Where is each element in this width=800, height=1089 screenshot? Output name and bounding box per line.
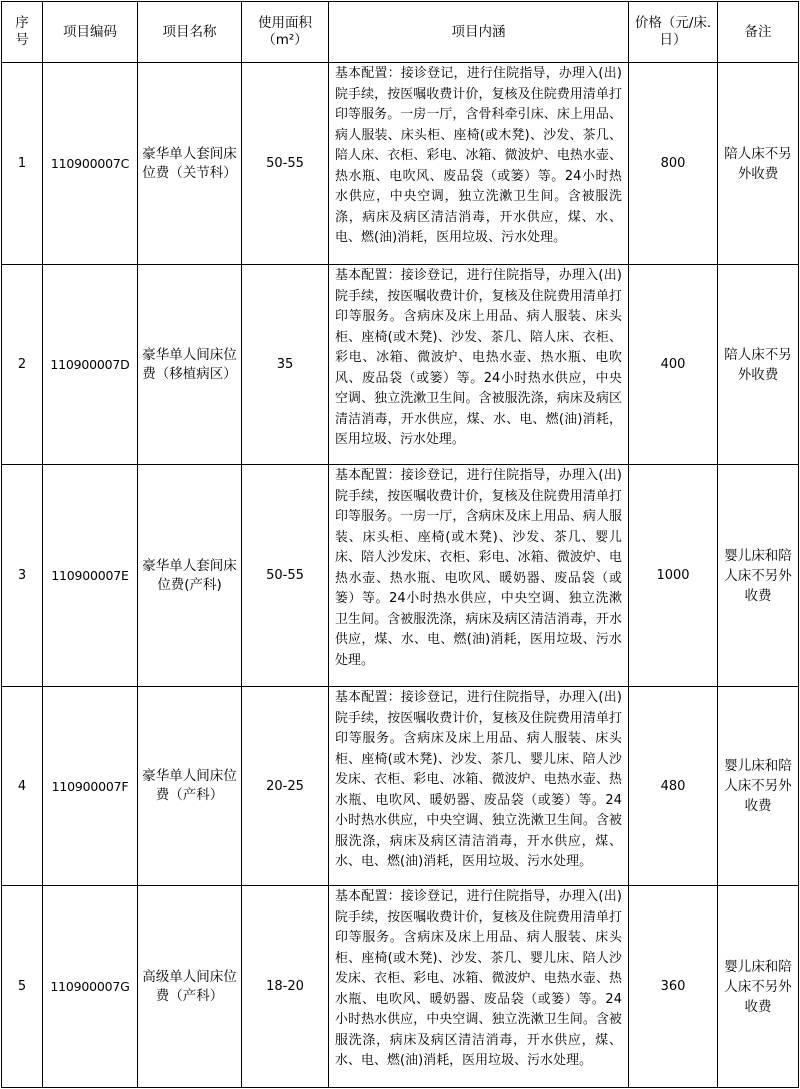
- header-seq: 序号: [2, 2, 43, 63]
- row-name: 豪华单人套间床位费(产科): [138, 465, 242, 687]
- row-code: 110900007E: [43, 465, 138, 687]
- row-content: 基本配置：接诊登记，进行住院指导，办理入(出)院手续，按医嘱收费计价，复核及住院费用清单打印等服务。一房一厅，含病床及床上用品、病人服装、床头柜、座椅(或木凳)、沙发、茶几、婴儿床、陪人沙发床、衣柜、彩电、冰箱、微波炉、电热水壶、热水瓶、电吹风、暖奶器、废品袋（或篓）等。24小时热水供应，中央空调、独立洗漱卫生间。含被服洗涤，病床及病区清洁消毒，开水供应，煤、水、电、燃(油)消耗，医用垃圾、污水处理。: [329, 465, 629, 687]
- bed-fee-table: [1, 1, 799, 1088]
- header-row: [2, 2, 799, 63]
- row-note: 陪人床不另外收费: [718, 265, 799, 465]
- row-seq: 4: [2, 687, 43, 886]
- header-note: 备注: [718, 2, 799, 63]
- row-name: 豪华单人间床位费（移植病区）: [138, 265, 242, 465]
- row-area: 50-55: [242, 63, 329, 265]
- row-content: 基本配置：接诊登记，进行住院指导，办理入(出)院手续，按医嘱收费计价，复核及住院费用清单打印等服务。含病床及床上用品、病人服装、床头柜、座椅(或木凳)、沙发、茶几、婴儿床、陪人沙发床、衣柜、彩电、冰箱、微波炉、电热水壶、热水瓶、电吹风、暖奶器、废品袋（或篓）等。24小时热水供应，中央空调、独立洗漱卫生间。含被服洗涤，病床及病区清洁消毒，开水供应，煤、水、电、燃(油)消耗，医用垃圾、污水处理。: [329, 886, 629, 1088]
- row-area: 20-25: [242, 687, 329, 886]
- table-row: [2, 687, 799, 886]
- row-code: 110900007C: [43, 63, 138, 265]
- row-price: 480: [629, 687, 718, 886]
- row-seq: 1: [2, 63, 43, 265]
- table-row: [2, 465, 799, 687]
- table-row: [2, 63, 799, 265]
- row-name: 豪华单人间床位费（产科）: [138, 687, 242, 886]
- row-content: 基本配置：接诊登记，进行住院指导，办理入(出)院手续，按医嘱收费计价，复核及住院费用清单打印等服务。一房一厅，含骨科牵引床、床上用品、病人服装、床头柜、座椅(或木凳)、沙发、茶几、陪人床、衣柜、彩电、冰箱、微波炉、电热水壶、热水瓶、电吹风、废品袋（或篓）等。24小时热水供应，中央空调，独立洗漱卫生间。含被服洗涤，病床及病区清洁消毒，开水供应，煤、水、电、燃(油)消耗，医用垃圾、污水处理。: [329, 63, 629, 265]
- row-price: 1000: [629, 465, 718, 687]
- row-content: 基本配置：接诊登记，进行住院指导，办理入(出)院手续，按医嘱收费计价，复核及住院费用清单打印等服务。含病床及床上用品、病人服装、床头柜、座椅(或木凳)、沙发、茶几、陪人床、衣柜、彩电、冰箱、微波炉、电热水壶、热水瓶、电吹风、废品袋（或篓）等。24小时热水供应，中央空调、独立洗漱卫生间。含被服洗涤，病床及病区清洁消毒，开水供应，煤、水、电、燃(油)消耗，医用垃圾、污水处理。: [329, 265, 629, 465]
- row-seq: 5: [2, 886, 43, 1088]
- row-area: 18-20: [242, 886, 329, 1088]
- header-area: 使用面积（m²）: [242, 2, 329, 63]
- row-price: 800: [629, 63, 718, 265]
- row-code: 110900007G: [43, 886, 138, 1088]
- header-price: 价格（元/床.日）: [629, 2, 718, 63]
- header-content: 项目内涵: [329, 2, 629, 63]
- row-seq: 2: [2, 265, 43, 465]
- row-note: 陪人床不另外收费: [718, 63, 799, 265]
- row-content: 基本配置：接诊登记，进行住院指导，办理入(出)院手续，按医嘱收费计价，复核及住院费用清单打印等服务。含病床及床上用品、病人服装、床头柜、座椅(或木凳)、沙发、茶几、婴儿床、陪人沙发床、衣柜、彩电、冰箱、微波炉、电热水壶、热水瓶、电吹风、暖奶器、废品袋（或篓）等。24小时热水供应，中央空调、独立洗漱卫生间。含被服洗涤，病床及病区清洁消毒，开水供应，煤、水、电、燃(油)消耗，医用垃圾、污水处理。: [329, 687, 629, 886]
- header-code: 项目编码: [43, 2, 138, 63]
- row-area: 50-55: [242, 465, 329, 687]
- row-note: 婴儿床和陪人床不另外收费: [718, 886, 799, 1088]
- header-name: 项目名称: [138, 2, 242, 63]
- table-row: [2, 886, 799, 1088]
- row-name: 高级单人间床位费（产科）: [138, 886, 242, 1088]
- table-row: [2, 265, 799, 465]
- row-note: 婴儿床和陪人床不另外收费: [718, 687, 799, 886]
- row-price: 360: [629, 886, 718, 1088]
- row-price: 400: [629, 265, 718, 465]
- row-area: 35: [242, 265, 329, 465]
- row-code: 110900007F: [43, 687, 138, 886]
- row-name: 豪华单人套间床位费（关节科）: [138, 63, 242, 265]
- row-seq: 3: [2, 465, 43, 687]
- row-code: 110900007D: [43, 265, 138, 465]
- row-note: 婴儿床和陪人床不另外收费: [718, 465, 799, 687]
